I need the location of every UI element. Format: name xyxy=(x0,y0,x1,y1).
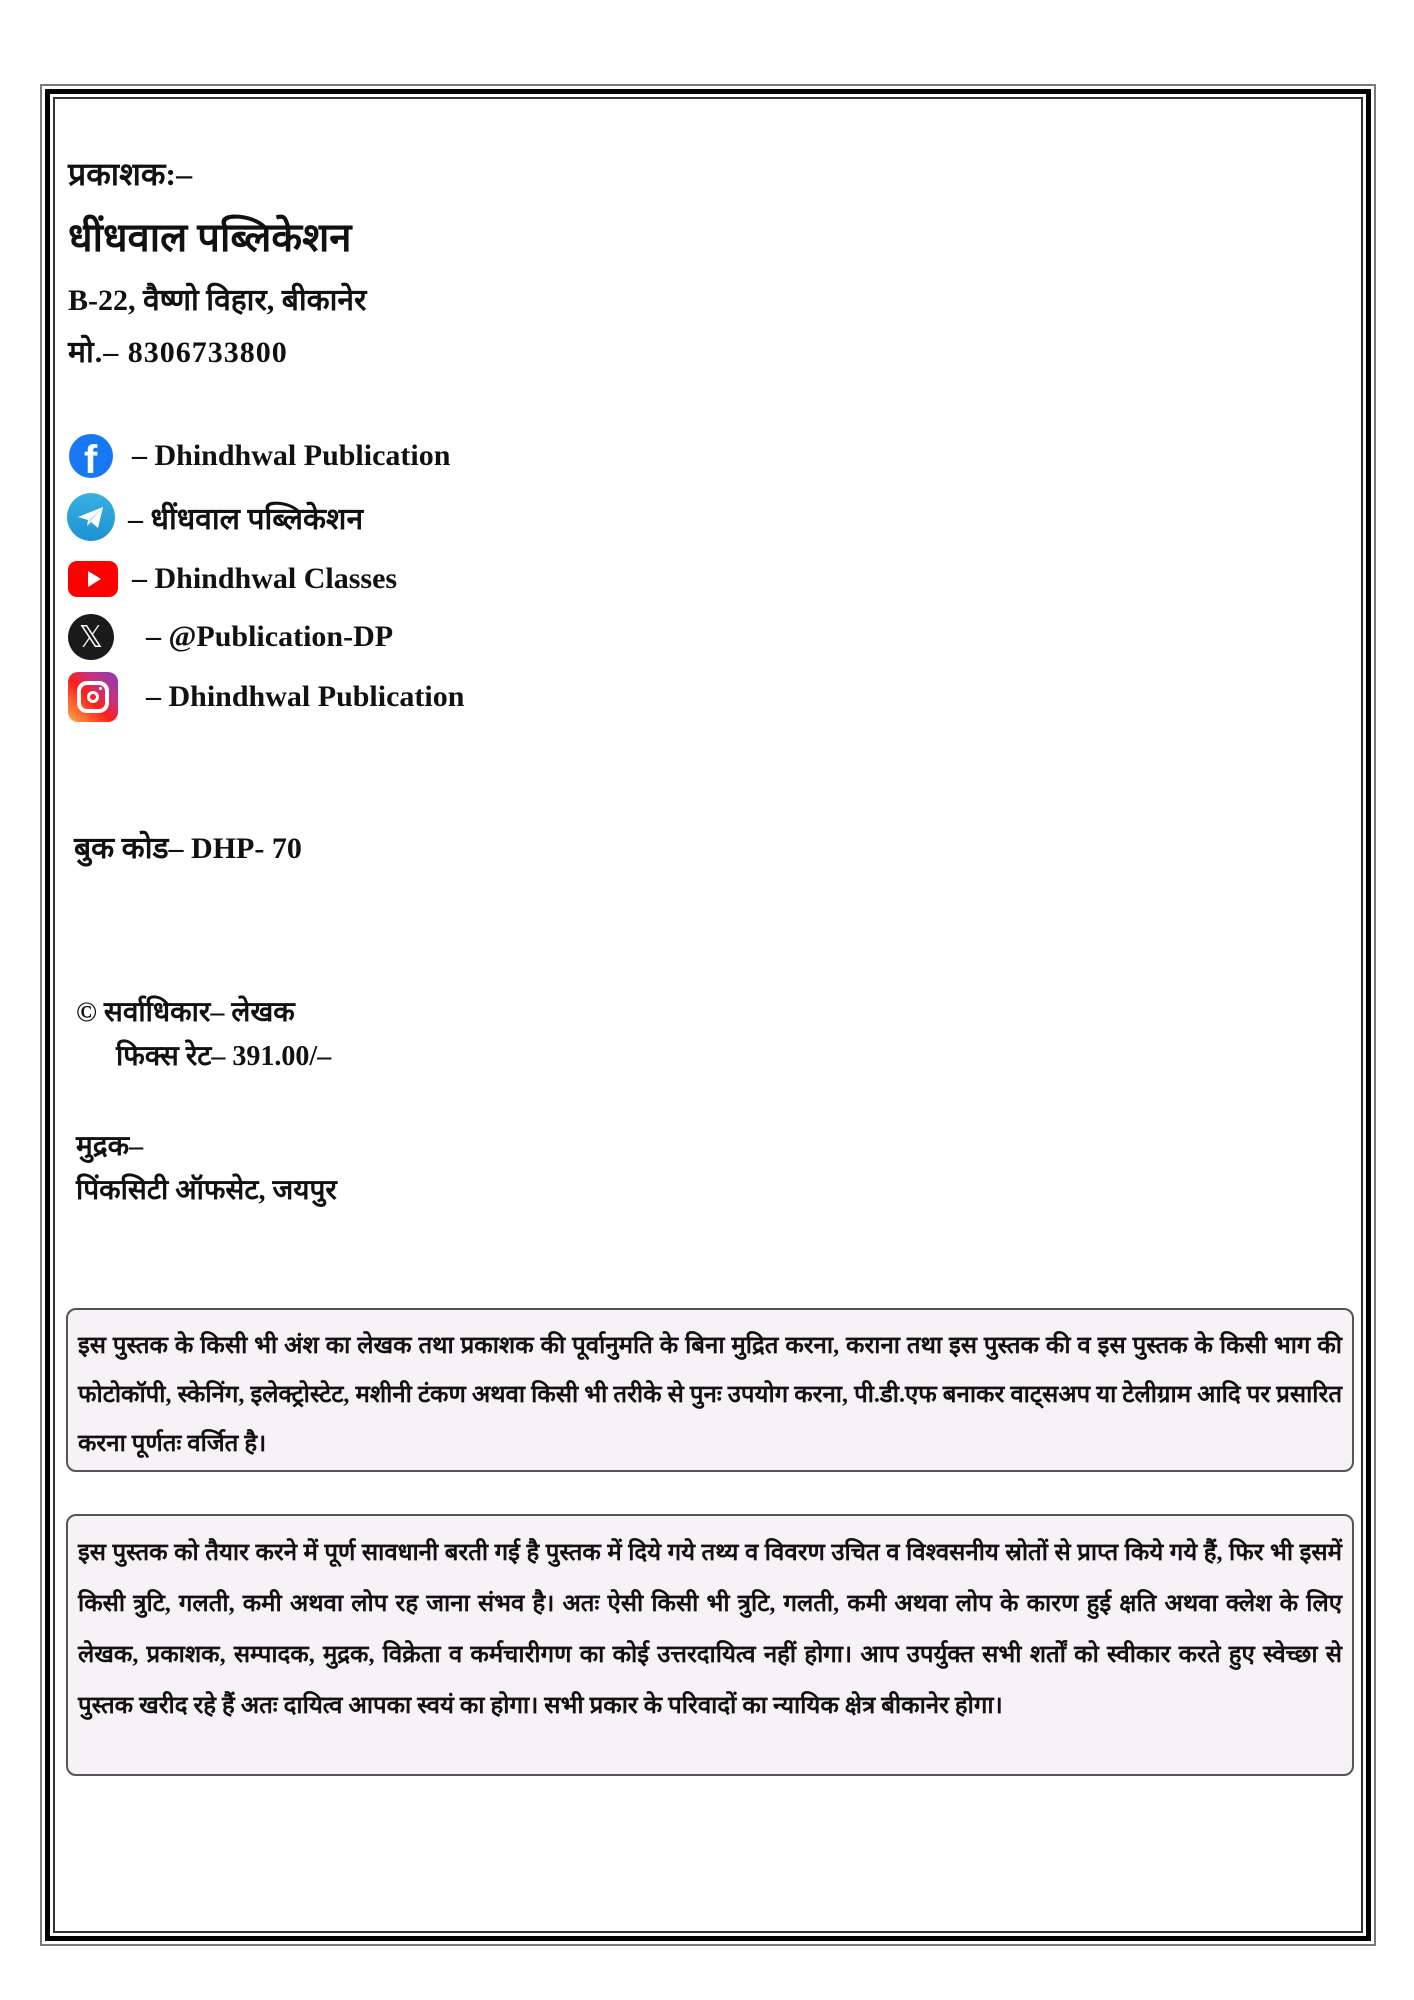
social-telegram[interactable] xyxy=(68,494,363,540)
telegram-icon xyxy=(68,494,114,540)
disclaimer-box xyxy=(66,1514,1354,1776)
publisher-label: प्रकाशक:– xyxy=(68,156,193,192)
social-x[interactable] xyxy=(68,614,393,660)
copyright: © सर्वाधिकार– लेखक xyxy=(76,997,295,1028)
facebook-icon: f xyxy=(68,433,114,479)
social-x-text: – @Publication-DP xyxy=(146,620,394,653)
social-youtube-text: – Dhindhwal Classes xyxy=(132,562,398,595)
publisher-phone: मो.– 8306733800 xyxy=(68,336,288,369)
x-icon: 𝕏 xyxy=(68,614,114,660)
social-youtube[interactable] xyxy=(68,556,397,602)
book-code: बुक कोड– DHP- 70 xyxy=(74,832,302,865)
printer-name: पिंकसिटी ऑफसेट, जयपुर xyxy=(76,1175,337,1206)
youtube-icon xyxy=(68,556,118,602)
disclaimer-text: इस पुस्तक को तैयार करने में पूर्ण सावधानी बरती गई है पुस्तक में दिये गये तथ्य व विवरण उचित व विश्वसनीय स्रोतों से प्राप्त किये गये हैं, फिर भी इसमें किसी त्रुटि, गलती, कमी अथवा लोप रह जाना संभव है। अतः ऐसी किसी भी त्रुटि, गलती, कमी अथवा लोप के कारण हुई क्षति अथवा क्लेश के लिए लेखक, प्रकाशक, सम्पादक, मुद्रक, विक्रेता व कर्मचारीगण का कोई उत्तरदायित्व नहीं होगा। आप उपर्युक्त सभी शर्तों को स्वीकार करते हुए स्वेच्छा से पुस्तक खरीद रहे हैं अतः दायित्व आपका स्वयं का होगा। सभी प्रकार के परिवादों का न्यायिक क्षेत्र बीकानेर होगा। xyxy=(78,1540,1342,1719)
social-instagram-text: – Dhindhwal Publication xyxy=(146,680,465,713)
social-facebook[interactable] xyxy=(68,433,450,479)
social-facebook-text: – Dhindhwal Publication xyxy=(132,439,451,472)
copyright-notice-text: इस पुस्तक के किसी भी अंश का लेखक तथा प्रकाशक की पूर्वानुमति के बिना मुद्रित करना, कराना तथा इस पुस्तक की व इस पुस्तक के किसी भाग की फोटोकॉपी, स्केनिंग, इलेक्ट्रोस्टेट, मशीनी टंकण अथवा किसी भी तरीके से पुनः उपयोग करना, पी.डी.एफ बनाकर वाट्सअप या टेलीग्राम आदि पर प्रसारित करना पूर्णतः वर्जित है। xyxy=(78,1333,1342,1457)
social-instagram[interactable] xyxy=(68,674,464,720)
copyright-notice-box xyxy=(66,1308,1354,1472)
publisher-name: धींधवाल पब्लिकेशन xyxy=(68,215,352,260)
printer-label: मुद्रक– xyxy=(76,1131,144,1162)
instagram-icon xyxy=(68,672,118,722)
social-telegram-text: – धींधवाल पब्लिकेशन xyxy=(128,502,364,536)
publisher-address: B-22, वैष्णो विहार, बीकानेर xyxy=(68,284,367,317)
fixed-price: फिक्स रेट– 391.00/– xyxy=(116,1041,332,1072)
